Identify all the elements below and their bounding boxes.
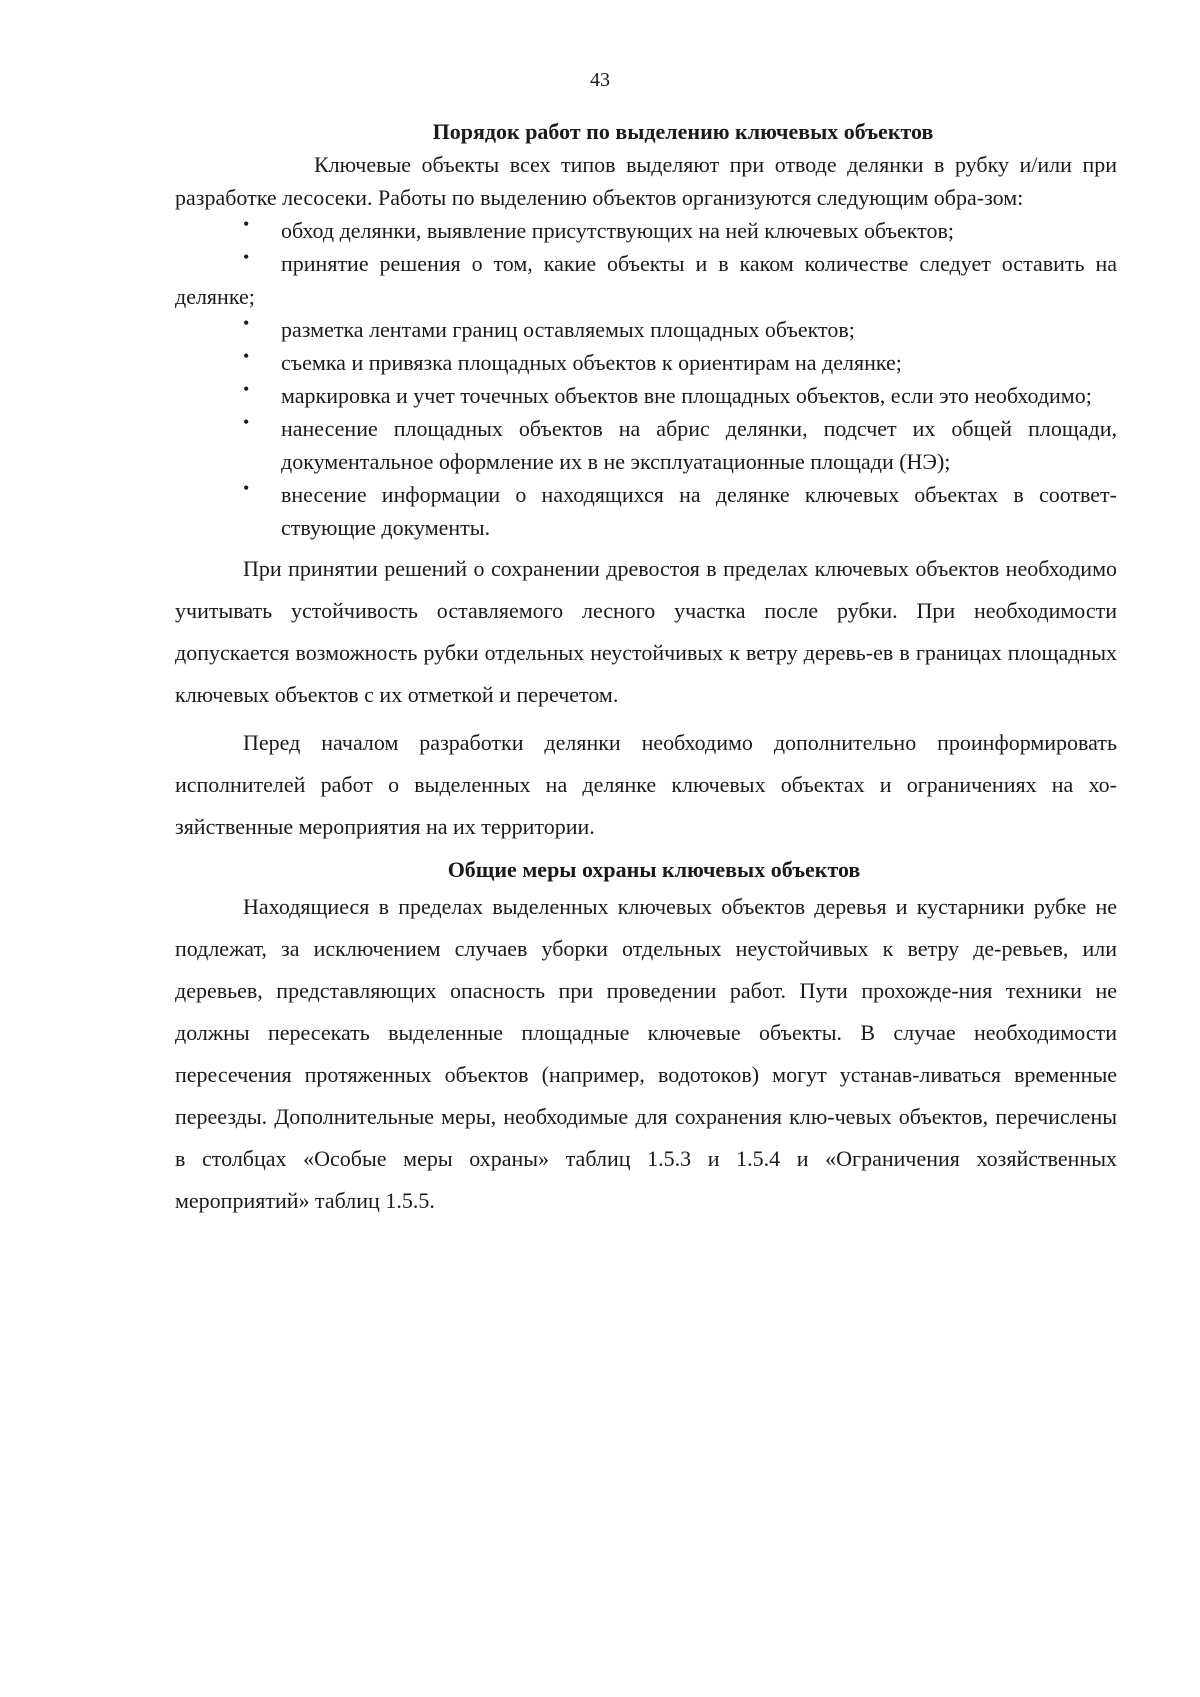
- bullet-icon: •: [243, 247, 250, 267]
- body-paragraph: При принятии решений о сохранении древостоя в пределах ключевых объектов необходимо учитывать устойчивость оставляемого лесного участка после рубки. При необходимости допускается возможность рубки отдельных неустойчивых к ветру деревь-ев в границах площадных ключевых объектов с их отметкой и перечетом.: [175, 556, 1117, 707]
- list-item-text: нанесение площадных объектов на абрис делянки, подсчет их общей площади, документальное оформление их в не эксплуатационные площади (НЭ);: [281, 416, 1117, 474]
- list-item: [175, 478, 1117, 544]
- list-item-text: принятие решения о том, какие объекты и в каком количестве следует оставить на делянке;: [175, 251, 1117, 309]
- body-paragraph: Находящиеся в пределах выделенных ключевых объектов деревья и кустарники рубке не подлежат, за исключением случаев уборки отдельных неустойчивых к ветру де-ревьев, или деревьев, представляющих опасность при проведении работ. Пути прохожде-ния техники не должны пересекать выделенные площадные ключевые объекты. В случае необходимости пересечения протяженных объектов (например, водотоков) могут устанав-ливаться временные переезды. Дополнительные меры, необходимые для сохранения клю-чевых объектов, перечислены в столбцах «Особые меры охраны» таблиц 1.5.3 и 1.5.4 и «Ограничения хозяйственных мероприятий» таблиц 1.5.5.: [175, 894, 1117, 1213]
- bullet-icon: •: [243, 346, 250, 366]
- list-item: [175, 412, 1117, 478]
- list-item: [175, 313, 1117, 346]
- intro-paragraph: Ключевые объекты всех типов выделяют при отводе делянки в рубку и/или при разработке лесосеки. Работы по выделению объектов организуются следующим обра-зом:: [175, 152, 1117, 210]
- section-heading-work-order: Порядок работ по выделению ключевых объектов: [432, 119, 934, 144]
- page-number: 43: [590, 69, 610, 91]
- list-item: [175, 346, 1117, 379]
- list-item: [175, 379, 1117, 412]
- list-item: [175, 214, 1117, 247]
- section-heading-protection-measures: Общие меры охраны ключевых объектов: [447, 857, 861, 882]
- document-body: [175, 116, 1117, 1222]
- list-item-text: маркировка и учет точечных объектов вне площадных объектов, если это необходимо;: [281, 383, 1092, 408]
- bullet-icon: •: [243, 412, 250, 432]
- list-item-text: обход делянки, выявление присутствующих на ней ключевых объектов;: [281, 218, 954, 243]
- list-item-text: разметка лентами границ оставляемых площадных объектов;: [281, 317, 855, 342]
- list-item-text: съемка и привязка площадных объектов к ориентирам на делянке;: [281, 350, 902, 375]
- bullet-icon: •: [243, 214, 250, 234]
- bullet-icon: •: [243, 379, 250, 399]
- bullet-icon: •: [243, 478, 250, 498]
- list-item-text: внесение информации о находящихся на делянке ключевых объектах в соответ-ствующие документы.: [281, 482, 1117, 540]
- bullet-icon: •: [243, 313, 250, 333]
- body-paragraph: Перед началом разработки делянки необходимо дополнительно проинформировать исполнителей работ о выделенных на делянке ключевых объектах и ограничениях на хо-зяйственные мероприятия на их территории.: [175, 730, 1117, 839]
- list-item: [175, 247, 1117, 313]
